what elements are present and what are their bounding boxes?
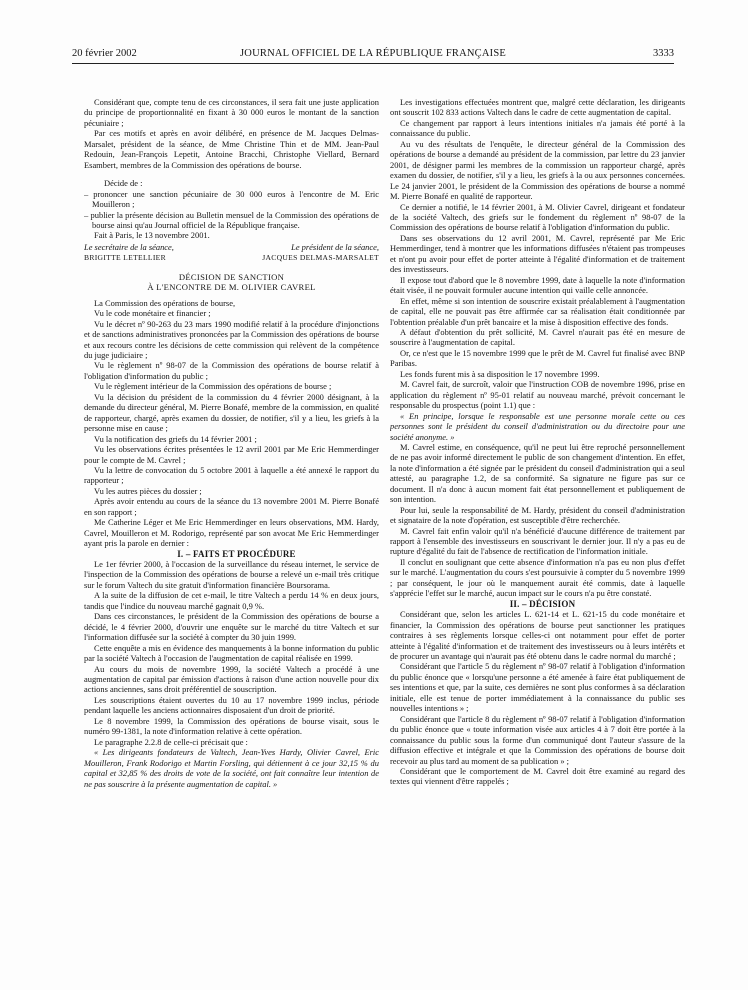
secretary-name: BRIGITTE LETELLIER xyxy=(84,253,166,263)
decision-item: – prononcer une sanction pécuniaire de 30 000 euros à l'encontre de M. Eric Mouilleron ; xyxy=(84,188,379,210)
signature-names xyxy=(84,253,379,263)
paragraph: Ce changement par rapport à leurs intentions initiales n'a jamais été porté à la connaissance du public. xyxy=(390,117,685,139)
quotation: « Les dirigeants fondateurs de Valtech, Jean-Yves Hardy, Olivier Cavrel, Eric Mouilleron, Frank Rodorigo et Martin Forsling, qui détiennent à ce jour 32,15 % du capital et 32,85 % des droits de vote de la société, ont fait connaître leur intention de ne pas souscrire à la présente augmentation de capital. » xyxy=(84,747,379,789)
paragraph: Vu les observations écrites présentées le 12 avril 2001 par Me Eric Hemmerdinger pour le compte de M. Cavrel ; xyxy=(84,444,379,465)
header-page-number: 3333 xyxy=(653,48,674,59)
decision-item: – publier la présente décision au Bulletin mensuel de la Commission des opérations de bourse ainsi qu'au Journal officiel de la République française. xyxy=(84,209,379,230)
paragraph: Il conclut en soulignant que cette absence d'information n'a pas eu non plus d'effet sur le marché. L'augmentation du cours s'est poursuivie à compter du 5 novembre 1999 ; par conséquent, le jour où le manquement aurait été commis, date à laquelle s'apprécie l'effet sur le marché, aucun impact sur le cours n'a pu être constaté. xyxy=(390,556,685,599)
paragraph: Pour lui, seule la responsabilité de M. Hardy, président du conseil d'administration et signataire de la note d'opération, est susceptible d'être recherchée. xyxy=(390,504,685,526)
paragraph: A la suite de la diffusion de cet e-mail, le titre Valtech a perdu 14 % en deux jours, tandis que l'indice du nouveau marché gagnait 0,9 %. xyxy=(84,590,379,611)
paragraph: Considérant que, selon les articles L. 621-14 et L. 621-15 du code monétaire et financier, la Commission des opérations de bourse peut sanctionner les pratiques contraires à ses règlements lorsque celles-ci ont notamment pour effet de porter atteinte à l'égalité d'information et de traitement des investisseurs ou à leurs intérêts et de procurer un avantage qui n'aurait pas été obtenu dans le cadre normal du marché ; xyxy=(390,609,685,662)
paragraph: Par ces motifs et après en avoir délibéré, en présence de M. Jacques Delmas-Marsalet, président de la séance, de Mme Christine Thin et de MM. Jean-Paul Redouin, Jean-François Lepetit, Antoine Bracchi, Christophe Viellard, Bernard Esambert, membres de la Commission des opérations de bourse. xyxy=(84,128,379,170)
quotation: « En principe, lorsque le responsable est une personne morale cette ou ces personnes sont le président du conseil d'administration ou du directoire pour une société anonyme. » xyxy=(390,410,685,442)
decision-subtitle: À L'ENCONTRE DE M. OLIVIER CAVREL xyxy=(147,282,316,293)
paragraph: Considérant que l'article 8 du règlement nº 98-07 relatif à l'obligation d'information du public énonce que « toute information visée aux articles 4 à 7 doit être portée à la connaissance du public sous la forme d'un communiqué dont l'auteur s'assure de la diffusion effective et intégrale et que la Commission des opérations de bourse doit recevoir au plus tard au moment de sa publication » ; xyxy=(390,713,685,766)
paragraph: Le paragraphe 2.2.8 de celle-ci précisait que : xyxy=(94,736,248,747)
paragraph: Dans ses observations du 12 avril 2001, M. Cavrel, représenté par Me Eric Hemmerdinger, tend à montrer que les informations diffusées n'étaient pas trompeuses et n'ont pu avoir pour effet de porter atteinte à l'égalité d'information et de traitement des investisseurs. xyxy=(390,232,685,275)
paragraph: Ce dernier a notifié, le 14 février 2001, à M. Olivier Cavrel, dirigeant et fondateur de la société Valtech, des griefs sur le fondement du règlement nº 98-07 de la Commission des opérations de bourse relatif à l'obligation d'information du public. xyxy=(390,201,685,233)
fait-line: Fait à Paris, le 13 novembre 2001. xyxy=(94,230,210,241)
paragraph: M. Cavrel estime, en conséquence, qu'il ne peut lui être reproché personnellement de ne pas avoir informé directement le public de son changement d'intention. En effet, la note d'information a été signée par le président du conseil d'administration qui a seul attesté, au paragraphe 1.2, de sa conformité. Sa signature ne figure pas sur ce document. Il n'a donc à aucun moment fait état personnellement et publiquement de son intention. xyxy=(390,441,685,505)
paragraph: M. Cavrel fait enfin valoir qu'il n'a bénéficié d'aucune différence de traitement par rapport à l'ensemble des investisseurs en souscrivant le dernier jour. Il n'y a pas eu de rupture d'égalité du fait de l'absence de rectification de l'information initiale. xyxy=(390,525,685,557)
paragraph: Les souscriptions étaient ouvertes du 10 au 17 novembre 1999 inclus, période pendant laquelle les anciens actionnaires disposaient d'un droit de priorité. xyxy=(84,694,379,716)
paragraph: A défaut d'obtention du prêt sollicité, M. Cavrel n'aurait pas été en mesure de souscrire à l'augmentation de capital. xyxy=(390,326,685,348)
paragraph: Le 8 novembre 1999, la Commission des opérations de bourse visait, sous le numéro 99-1381, la note d'information relative à cette opération. xyxy=(84,715,379,737)
paragraph: Considérant que l'article 5 du règlement nº 98-07 relatif à l'obligation d'information du public énonce que « lorsqu'une personne a été amenée à faire état publiquement de ses intentions et que, par la suite, ces dernières ne sont plus conformes à sa déclaration initiale, elle est tenue de porter immédiatement à la connaissance du public ses nouvelles intentions » ; xyxy=(390,661,685,714)
paragraph: Vu les autres pièces du dossier ; xyxy=(94,485,202,496)
header-rule xyxy=(72,63,674,64)
paragraph: Dans ces circonstances, le président de la Commission des opérations de bourse a décidé, le 4 février 2000, d'ouvrir une enquête sur le marché du titre Valtech et sur l'information diffusée sur la société à compter du 30 juin 1999. xyxy=(84,611,379,643)
signature-roles xyxy=(84,242,379,252)
paragraph: Les fonds furent mis à sa disposition le 17 novembre 1999. xyxy=(400,368,600,379)
secretary-role: Le secrétaire de la séance, xyxy=(84,241,174,252)
header-title: JOURNAL OFFICIEL DE LA RÉPUBLIQUE FRANÇAISE xyxy=(240,48,506,59)
paragraph: Au vu des résultats de l'enquête, le directeur général de la Commission des opérations de bourse a demandé au président de la commission, par lettre du 23 janvier 2001, de désigner parmi les membres de la commission un rapporteur chargé, après examen du dossier, de notifier, s'il y a lieu, les griefs à la ou aux personnes concernées. Le 24 janvier 2001, le président de la Commission des opérations de bourse a nommé M. Pierre Bonafé en qualité de rapporteur. xyxy=(390,138,685,202)
paragraph: En effet, même si son intention de souscrire existait préalablement à l'augmentation de capital, elle ne pouvait pas être affirmée car sa réalisation était conditionnée par l'obtention préalable d'un prêt bancaire et la mise à disposition effective des fonds. xyxy=(390,295,685,327)
paragraph: Vu le règlement nº 98-07 de la Commission des opérations de bourse relatif à l'obligation d'information du public ; xyxy=(84,360,379,381)
paragraph: Après avoir entendu au cours de la séance du 13 novembre 2001 M. Pierre Bonafé en son rapport ; xyxy=(84,496,379,517)
page-header xyxy=(72,48,674,62)
section-heading: II. – DÉCISION xyxy=(509,598,576,609)
paragraph: Vu le décret nº 90-263 du 23 mars 1990 modifié relatif à la procédure d'injonctions et de sanctions administratives prononcées par la Commission des opérations de bourse et aux recours contre les décisions de cette commission qui relèvent de la compétence du juge judiciaire ; xyxy=(84,318,379,360)
paragraph: Cette enquête a mis en évidence des manquements à la bonne information du public par la société Valtech à l'occasion de l'augmentation de capital réalisée en 1999. xyxy=(84,642,379,664)
paragraph: Me Catherine Léger et Me Eric Hemmerdinger en leurs observations, MM. Hardy, Cavrel, Mouilleron et M. Rodorigo, représenté par son avocat Me Eric Hemmerdinger ayant pris la parole en dernier : xyxy=(84,517,379,549)
paragraph: La Commission des opérations de bourse, xyxy=(94,297,236,308)
paragraph: Au cours du mois de novembre 1999, la société Valtech a procédé à une augmentation de capital par émission d'actions à raison d'une action nouvelle pour dix actions anciennes, sans droit préférentiel de souscription. xyxy=(84,663,379,695)
section-heading: I. – FAITS ET PROCÉDURE xyxy=(177,548,296,559)
paragraph: Il expose tout d'abord que le 8 novembre 1999, date à laquelle la note d'information était visée, il ne pouvait formuler aucune intention qui vaille celle annoncée. xyxy=(390,274,685,296)
paragraph: Vu la décision du président de la commission du 4 février 2000 désignant, à la demande du directeur général, M. Pierre Bonafé, membre de la commission, en qualité de rapporteur, chargé, après examen du dossier, de notifier, s'il y a lieu, les griefs à la personne mise en cause ; xyxy=(84,391,379,434)
paragraph: Vu le code monétaire et financier ; xyxy=(94,308,211,319)
paragraph: Vu la notification des griefs du 14 février 2001 ; xyxy=(94,433,257,444)
header-date: 20 février 2002 xyxy=(72,48,137,59)
president-name: JACQUES DELMAS-MARSALET xyxy=(262,253,379,263)
decision-title: DÉCISION DE SANCTION xyxy=(178,271,285,282)
decide-heading: Décide de : xyxy=(104,178,143,189)
president-role: Le président de la séance, xyxy=(291,241,379,252)
left-column xyxy=(84,97,379,977)
paragraph: Considérant que le comportement de M. Cavrel doit être examiné au regard des textes qui viennent d'être rappelés ; xyxy=(390,766,685,787)
paragraph: Le 1er février 2000, à l'occasion de la surveillance du réseau internet, le service de l'inspection de la Commission des opérations de bourse a relevé un e-mail très critique sur le forum Valtech du site gratuit d'information financière Boursorama. xyxy=(84,559,379,590)
paragraph: Considérant que, compte tenu de ces circonstances, il sera fait une juste application du principe de proportionnalité en fixant à 30 000 euros le montant de la sanction pécuniaire ; xyxy=(84,97,379,128)
paragraph: Or, ce n'est que le 15 novembre 1999 que le prêt de M. Cavrel fut finalisé avec BNP Paribas. xyxy=(390,347,685,369)
paragraph: Vu la lettre de convocation du 5 octobre 2001 à laquelle a été annexé le rapport du rapporteur ; xyxy=(84,464,379,486)
paragraph: Les investigations effectuées montrent que, malgré cette déclaration, les dirigeants ont souscrit 102 833 actions Valtech dans le cadre de cette augmentation de capital. xyxy=(390,97,685,118)
paragraph: Vu le règlement intérieur de la Commission des opérations de bourse ; xyxy=(94,381,332,392)
right-column xyxy=(390,97,685,977)
paragraph: M. Cavrel fait, de surcroît, valoir que l'instruction COB de novembre 1996, prise en application du règlement nº 95-01 relatif au nouveau marché, prévoit concernant le responsable du prospectus (point 1.1) que : xyxy=(390,379,685,411)
